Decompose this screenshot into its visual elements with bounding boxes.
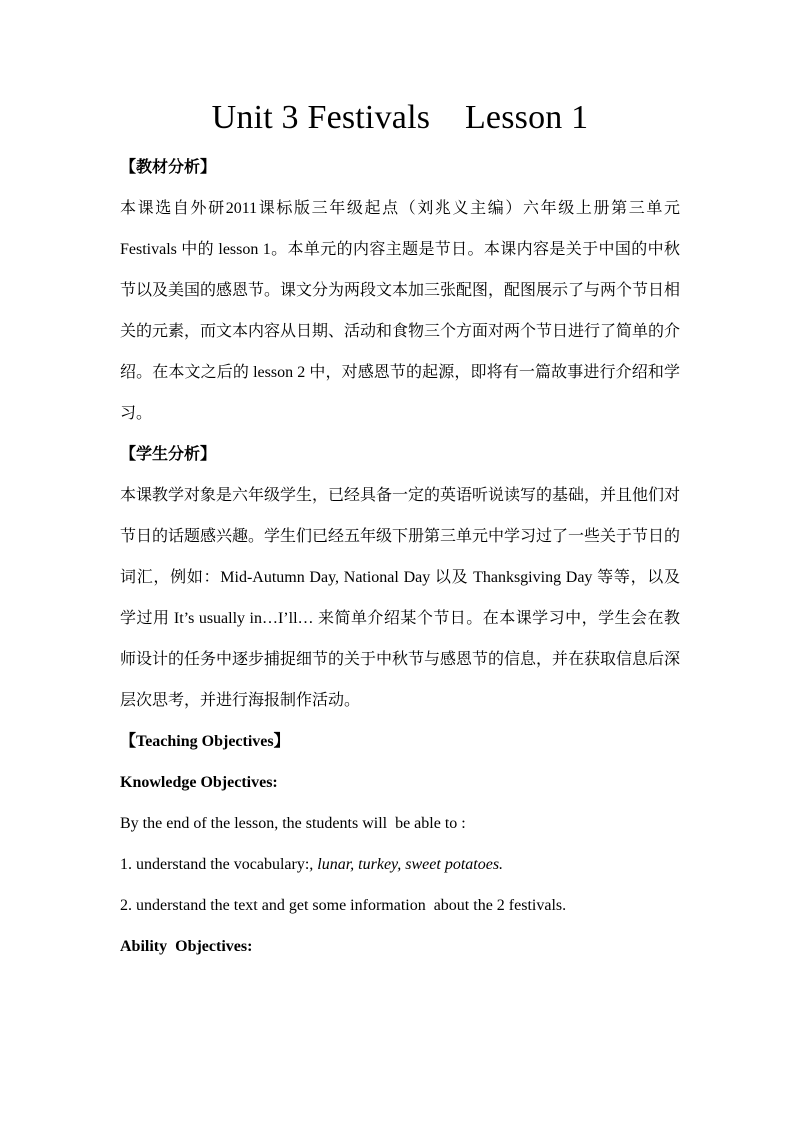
document-content: [120, 95, 680, 967]
ability-objectives-heading: Ability Objectives:: [120, 938, 253, 955]
objective-item-1-prefix: 1. understand the vocabulary:: [120, 856, 310, 873]
knowledge-objectives-heading: Knowledge Objectives:: [120, 774, 278, 791]
objective-item-1: [120, 844, 680, 885]
section-heading-student-analysis: 【学生分析】: [120, 446, 217, 463]
section-heading-textbook-analysis: 【教材分析】: [120, 159, 217, 176]
paragraph-student-analysis: 本课教学对象是六年级学生，已经具备一定的英语听说读写的基础，并且他们对节日的话题感兴趣。学生们已经五年级下册第三单元中学习过了一些关于节日的词汇，例如：Mid-Autumn Day, National Day 以及 Thanksgiving Day 等等，以及学过用 It’s usually in…I’ll… 来简单介绍某个节日。在本课学习中，学生会在教师设计的任务中逐步捕捉细节的关于中秋节与感恩节的信息，并在获取信息后深层次思考，并进行海报制作活动。: [120, 487, 681, 709]
objectives-intro: By the end of the lesson, the students will be able to :: [120, 815, 466, 832]
objective-item-1-vocab: , lunar, turkey, sweet potatoes.: [309, 856, 504, 873]
section-heading-teaching-objectives: 【Teaching Objectives】: [120, 733, 290, 750]
objective-item-2: 2. understand the text and get some information about the 2 festivals.: [120, 897, 567, 914]
paragraph-textbook-analysis: 本课选自外研2011课标版三年级起点（刘兆义主编）六年级上册第三单元 Festivals 中的 lesson 1。本单元的内容主题是节日。本课内容是关于中国的中秋节以及美国的感恩节。课文分为两段文本加三张配图，配图展示了与两个节日相关的元素，而文本内容从日期、活动和食物三个方面对两个节日进行了简单的介绍。在本文之后的 lesson 2 中，对感恩节的起源，即将有一篇故事进行介绍和学习。: [120, 200, 681, 422]
document-title: Unit 3 Festivals Lesson 1: [211, 99, 589, 136]
